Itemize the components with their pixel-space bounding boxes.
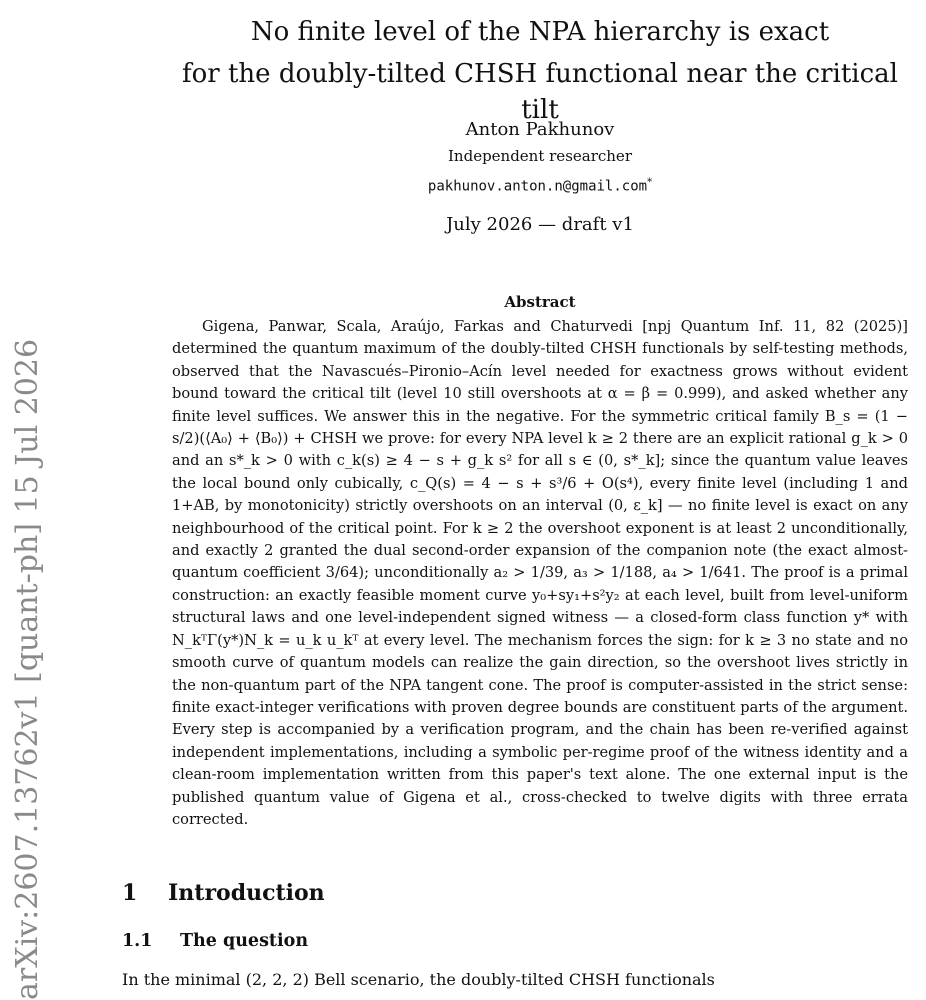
introduction-first-line: In the minimal (2, 2, 2) Bell scenario, the doubly-tilted CHSH functionals — [122, 970, 715, 989]
subsection-title: The question — [180, 931, 309, 951]
subsection-number: 1.1 — [122, 931, 153, 951]
subsection-heading-the-question — [122, 928, 308, 954]
email-footnote-mark: * — [647, 177, 653, 188]
section-number: 1 — [122, 880, 138, 906]
paper-title-line-2: for the doubly-tilted CHSH functional near the critical tilt — [182, 59, 898, 125]
paper-title-line-1: No finite level of the NPA hierarchy is exact — [250, 17, 830, 47]
author-affiliation: Independent researcher — [448, 147, 632, 165]
paper-date: July 2026 — draft v1 — [446, 214, 634, 235]
section-title: Introduction — [168, 880, 325, 906]
abstract-text: Gigena, Panwar, Scala, Araújo, Farkas and Chaturvedi [npj Quantum Inf. 11, 82 (2025)] determined the quantum maximum of the doubly-tilted CHSH functionals by self-testing methods, observed that the Navascués–Pironio–Acín level needed for exactness grows without evident bound toward the critical tilt (level 10 still overshoots at α = β = 0.999), and asked whether any finite level suffices. We answer this in the negative. For the symmetric critical family B_s = (1 − s/2)(⟨A₀⟩ + ⟨B₀⟩) + CHSH we prove: for every NPA level k ≥ 2 there are an explicit rational g_k > 0 and an s*_k > 0 with c_k(s) ≥ 4 − s + g_k s² for all s ∈ (0, s*_k]; since the quantum value leaves the local bound only cubically, c_Q(s) = 4 − s + s³/6 + O(s⁴), every finite level (including 1 and 1+AB, by monotonicity) strictly overshoots on an interval (0, ε_k] — no finite level is exact on any neighbourhood of the critical point. For k ≥ 2 the overshoot exponent is at least 2 unconditionally, and exactly 2 granted the dual second-order expansion of the companion note (the exact almost-quantum coefficient 3/64); unconditionally a₂ > 1/39, a₃ > 1/188, a₄ > 1/641. The proof is a primal construction: an exactly feasible moment curve y₀+sy₁+s²y₂ at each level, built from level-uniform structural laws and one level-independent signed witness — a closed-form class function y* with N_kᵀΓ(y*)N_k = u_k u_kᵀ at every level. The mechanism forces the sign: for k ≥ 3 no state and no smooth curve of quantum models can realize the gain direction, so the overshoot lives strictly in the non-quantum part of the NPA tangent cone. The proof is computer-assisted in the strict sense: finite exact-integer verifications with proven degree bounds are constituent parts of the argument. Every step is accompanied by a verification program, and the chain has been re-verified against independent implementations, including a symbolic per-regime proof of the witness identity and a clean-room implementation written from this paper's text alone. The one external input is the published quantum value of Gigena et al., cross-checked to twelve digits with three errata corrected. — [172, 318, 908, 828]
author-email[interactable] — [160, 172, 920, 198]
section-heading-introduction — [122, 878, 325, 908]
arxiv-identifier-stamp: arXiv:2607.13762v1 [quant-ph] 15 Jul 2026 — [10, 338, 45, 1000]
abstract-heading: Abstract — [504, 293, 576, 311]
author-name: Anton Pakhunov — [465, 119, 615, 140]
email-address[interactable]: pakhunov.anton.n@gmail.com — [427, 178, 648, 195]
